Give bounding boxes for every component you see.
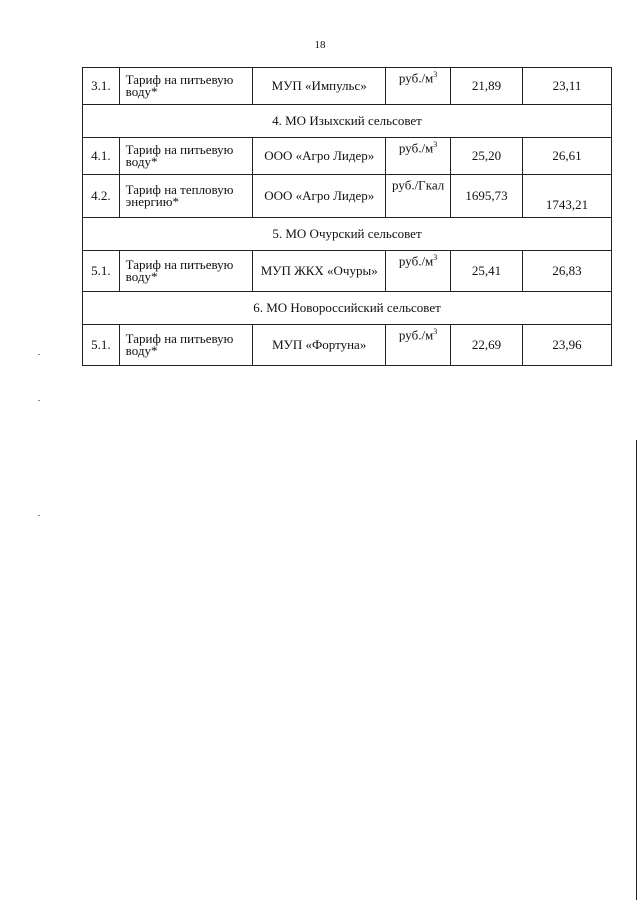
tariff-value-1: 25,41 (450, 251, 522, 292)
table-row (83, 175, 612, 218)
tariff-value-2: 23,96 (523, 325, 612, 366)
tariff-value-1: 25,20 (450, 138, 522, 175)
table-row (83, 325, 612, 366)
tariff-name: Тариф на питьевую воду* (119, 68, 252, 105)
tariff-name: Тариф на питьевую воду* (119, 251, 252, 292)
tariff-value-1: 22,69 (450, 325, 522, 366)
organization: ООО «Агро Лидер» (253, 138, 386, 175)
scan-speck (38, 400, 40, 401)
row-number: 4.2. (83, 175, 120, 218)
section-title: 4. МО Изыхский сельсовет (83, 105, 612, 138)
row-number: 5.1. (83, 325, 120, 366)
organization: МУП «Фортуна» (253, 325, 386, 366)
tariff-name: Тариф на питьевую воду* (119, 325, 252, 366)
section-row (83, 292, 612, 325)
section-title: 6. МО Новороссийский сельсовет (83, 292, 612, 325)
organization: МУП ЖКХ «Очуры» (253, 251, 386, 292)
scan-speck (38, 354, 40, 355)
tariff-name: Тариф на тепловую энергию* (119, 175, 252, 218)
row-number: 4.1. (83, 138, 120, 175)
unit: $руб./м^3$ (386, 251, 450, 292)
unit: $руб./м^3$ (386, 68, 450, 105)
table-row (83, 138, 612, 175)
section-row (83, 105, 612, 138)
tariff-value-2: 26,83 (523, 251, 612, 292)
organization: ООО «Агро Лидер» (253, 175, 386, 218)
unit: $руб./м^3$ (386, 325, 450, 366)
tariff-value-2: 23,11 (523, 68, 612, 105)
table-row (83, 68, 612, 105)
unit: $руб./м^3$ (386, 138, 450, 175)
tariff-value-1: 1695,73 (450, 175, 522, 218)
scan-speck (38, 515, 40, 516)
tariff-value-2: 26,61 (523, 138, 612, 175)
unit: руб./Гкал (386, 175, 450, 218)
organization: МУП «Импульс» (253, 68, 386, 105)
tariff-value-1: 21,89 (450, 68, 522, 105)
section-title: 5. МО Очурский сельсовет (83, 218, 612, 251)
table-row (83, 251, 612, 292)
section-row (83, 218, 612, 251)
tariff-name: Тариф на питьевую воду* (119, 138, 252, 175)
tariff-value-2: 1743,21 (523, 175, 612, 218)
row-number: 3.1. (83, 68, 120, 105)
tariff-table (82, 67, 612, 366)
page-number: 18 (314, 39, 326, 51)
scan-edge-line (636, 440, 637, 900)
row-number: 5.1. (83, 251, 120, 292)
